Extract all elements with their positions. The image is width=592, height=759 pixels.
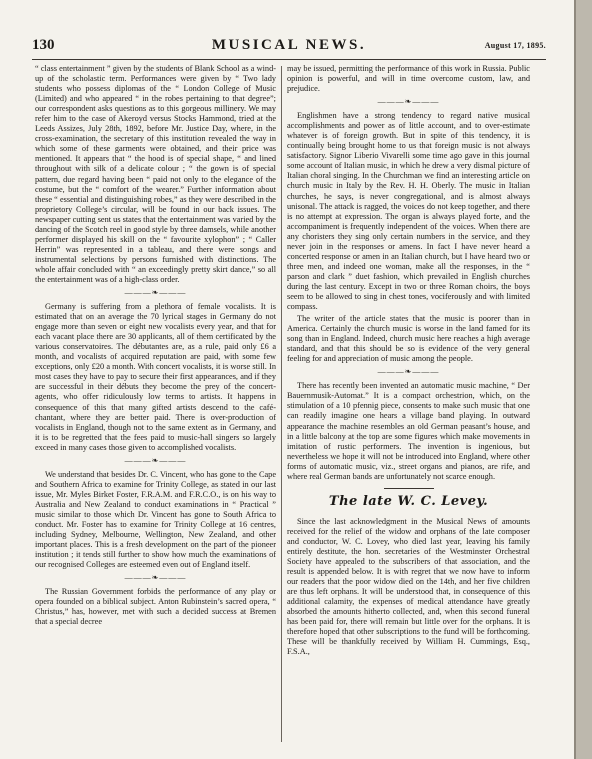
article-robes-text: “ class entertainment ” given by the students of Blank School as a wind-up of the scholastic term. Performances were given by “ Two lady students who possess diplomas of the “ London College of Music (Limited) and who appeared “ in the robes pertaining to that degree”; our correspondent asks questions as to this gorgeous millinery. We may refer him to the case of Akeroyd versus Stocks Hammond, tried at the Leeds Assizes, July 28th, 1892, before Mr. Justice Day, where, in the cross-examination, the secretary of this institution revealed the way in which some of these garments were obtained, and their price was mentioned. It appears that “ the hood is of special shape, “ and lined throughout with silk of a delicate colour ; “ the gown is of special pattern, due regard having been “ paid not only to the elegance of the costume, but the “ comfort of the wearer.” Further information about these “ essential and distinguishing robes,” as they were described in the proprietory College’s circular, will be found in our back issues. The newspaper cutting sent us states that the entertainment was varied by the dancing of the Scotch reel in good style by three damsels, while another performer displayed his skill on the “ favourite xylophon” ; “ Caller Herrin” was represented in a tableau, and there were songs and instrumental selections by persons furnished with distinctions. The whole affair concluded with “ an exceedingly pretty skirt dance,” so all the entertainment was of a high-class order.	[35, 64, 276, 284]
section-ornament: ———❧———	[124, 573, 187, 583]
running-title: MUSICAL NEWS.	[211, 37, 367, 53]
page-number: 130	[32, 37, 55, 53]
issue-date: August 17, 1895.	[484, 41, 546, 50]
article-russian-government: The Russian Government forbids the performance of any play or opera founded on a biblical subject. Anton Rubinstein’s sacred opera, “ Christus,” has, however, met with such a decided success at Bremen that a special decree	[35, 587, 276, 627]
section-ornament: ———❧———	[124, 288, 187, 298]
column-divider	[281, 66, 282, 742]
article-italian-church-music: Englishmen have a strong tendency to regard native musical accomplishments and power as of little account, and to over-estimate whatever is of foreign growth. But in spite of this tendency, it is continually being brought home to us that foreign music is not always satisfactory. Signor Liberio Vivarelli some time ago gave in this journal some account of Italian music, in which he drew a very dismal picture of Italian choral singing. In the Churchman we find an interesting article on church music in Italy by the Rev. H. H. Oberly. The music in Italian churches, he says, is never congregational, and is almost always unisonal. The attack is ragged, the voices do not keep together, and there is no attempt at expression. The organ is always played forte, and the accompaniment is frequently independent of the voices. When there are any choristers they sing only certain numbers in the service, and they never join in the responses or amens. In fact I have never heard a concerted response or amen in an Italian church, but I have heard two or three men, and indeed one woman, make all the responses, in the “ parson and clark ” duet fashion, which prevailed in English churches during the last century. Except in two or three Roman choirs, the boys seem to be allowed to sing in chest tones, vociferously and with limited compass.	[287, 111, 530, 312]
section-heading	[287, 488, 530, 510]
section-ornament: ———❧———	[377, 367, 440, 377]
heading-rule	[384, 488, 434, 489]
section-ornament: ———❧———	[124, 455, 187, 465]
page-edge	[576, 0, 592, 759]
article-german-vocalists: Germany is suffering from a plethora of female vocalists. It is estimated that on an average the 70 lyrical stages in Germany do not engage more than seven or eight new vocalists every year, and that for each vacant place there are 30 applicants, all of them certificated by the various conservatoires. The débutantes are, as a rule, paid only £6 a month, and vocalists of acquired reputation are paid, with some few exceptions, only £20 a month. With concert vocalists, it is worse still. In most cases they have to pay to secure their first appearances, and if they are successful in their débuts they become the prey of the concert-agents, who offer ridiculously low terms to artists. It happens in consequence of this that many gifted artists descend to the café-chantant, where they are better paid. There is over-production of vocalists in England, though not to the same extent as in Germany, and it is to be regretted that the fees paid to music-hall singers so largely exceed in many cases those given to accomplished vocalists.	[35, 302, 276, 452]
article-music-automat: There has recently been invented an automatic music machine, “ Der Bauernmusik-Automat.” It is a compact orchestrion, which, on the stimulation of a 10 pfennig piece, consents to make such music that one can readily imagine one hears a village band playing. In outward appearance the machine resembles an old German peasant’s house, and in a little balcony at the top are some figures which make movements in imitation of rustic performers. The invention is ingenious, but nevertheless we hope it will not be introduced into England, where other forms of automatic music, viz., street organs and pianos, are rife, and where real German bands are unfortunately not scarce enough.	[287, 381, 530, 481]
right-column	[287, 64, 530, 659]
section-ornament: ———❧———	[377, 97, 440, 107]
header-rule	[32, 59, 546, 60]
article-trinity-examiners: We understand that besides Dr. C. Vincent, who has gone to the Cape and Southern Africa to examine for Trinity College, as stated in our last issue, Mr. Myles Birket Foster, F.R.A.M. and F.R.C.O., is on his way to Australia and New Zealand to conduct examinations in “ Practical ” music similar to those which Dr. Vincent has gone to South Africa to conduct. Mr. Foster has to examine for Trinity College at 16 centres, including Sydney, Melbourne, Wellington, New Zealand, and other important places. This is a fresh development on the part of the pioneer institution ; it tends still further to show how much the examinations of our recognised Colleges are esteemed even out of England itself.	[35, 469, 276, 570]
article-levey-fund: Since the last acknowledgment in the Musical News of amounts received for the relief of the widow and orphans of the late composer and conductor, W. C. Lovey, who died last year, leaving his family entirely destitute, the hon. secretaries of the Westminster Orchestral Society have appealed to the subscribers of that association, and the result is appended below. It is with regret that we now have to inform our readers that the poor widow died on the 14th, and her five children are thus left orphans. It will be understood that, in consequence of this additional calamity, the expenses of medical attendance have greatly absorbed the amounts hitherto collected, and, when this second funeral has been paid for, there will remain but little over for the orphans. It is therefore hoped that other subscriptions to the fund will be forthcoming. These will be thankfully received by William H. Cummings, Esq., F.S.A.,	[287, 516, 530, 657]
article-russian-continued: may be issued, permitting the performance of this work in Russia. Public opinion is powerful, and will in time overcome custom, law, and prejudice.	[287, 64, 530, 94]
page-header	[32, 37, 546, 57]
left-column	[35, 64, 276, 629]
section-heading-text: The late W. C. Levey.	[328, 493, 489, 509]
article-italian-church-music-2: The writer of the article states that the music is poorer than in America. Certainly the church music is worse in the land famed for its song than in England. Indeed, church music here reaches a high average standard, and that this should be so is evidence of the very general feeling for and appreciation of music among the people.	[287, 314, 530, 364]
